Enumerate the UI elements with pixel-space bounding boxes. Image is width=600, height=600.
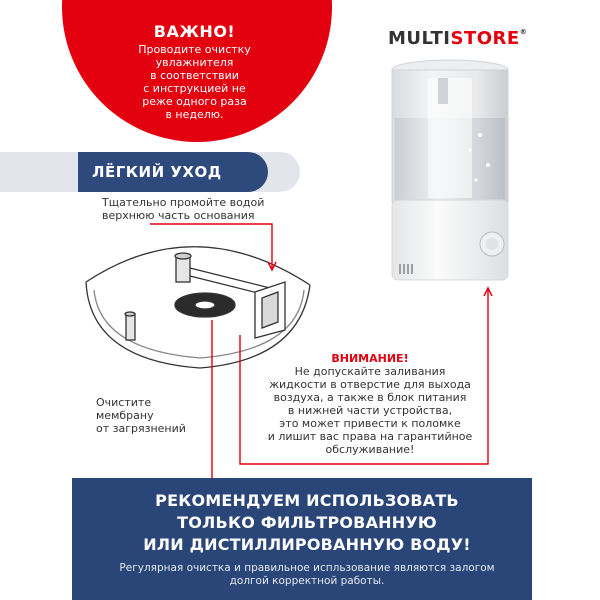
notice-line: в соответствии [150, 69, 239, 82]
warning-line: жидкости в отверстие для выхода [269, 378, 471, 391]
base-diagram [86, 247, 310, 368]
warning-line: Не допускайте заливания [294, 365, 446, 378]
recommendation-line: ИЛИ ДИСТИЛЛИРОВАННУЮ ВОДУ! [143, 535, 471, 554]
caption-line: мембрану [96, 409, 154, 422]
recommendation-note [92, 562, 522, 588]
notice-title: ВАЖНО! [153, 22, 236, 41]
warning-line: в нижней части устройства, [287, 404, 453, 417]
caption-line: Тщательно промойте водой [102, 196, 265, 209]
recommendation-heading [92, 490, 522, 556]
notice-line: реже одного раза [142, 95, 247, 108]
warning-line: и лишит вас права на гарантийное [267, 430, 473, 443]
warning-line: это может привести к поломке [279, 417, 461, 430]
membrane-caption [96, 396, 186, 435]
recommendation-panel [72, 478, 532, 600]
note-line: Регулярная очистка и правильное испльзование являются залогом [119, 562, 495, 574]
logo-part-multi: MULTI [388, 28, 451, 49]
caption-line: от загрязнений [96, 422, 186, 435]
humidifier-image [392, 60, 508, 280]
warning-line: воздуха, а также в блок питания [273, 391, 467, 404]
warning-note [255, 352, 485, 456]
logo-registered-mark: ® [519, 28, 528, 36]
recommendation-line: РЕКОМЕНДУЕМ ИСПОЛЬЗОВАТЬ [155, 491, 459, 510]
caption-line: Очистите [96, 396, 152, 409]
note-line: долгой корректной работы. [229, 575, 385, 587]
rinse-caption [102, 196, 264, 222]
warning-title: ВНИМАНИЕ! [331, 352, 409, 365]
notice-line: Проводите очистку [138, 43, 251, 56]
recommendation-line: ТОЛЬКО ФИЛЬТРОВАННУЮ [177, 513, 437, 532]
notice-line: с инструкцией не [143, 82, 246, 95]
notice-line: в неделю. [165, 108, 224, 121]
section-title: ЛЁГКИЙ УХОД [92, 163, 222, 181]
logo-part-store: STORE [450, 28, 520, 49]
warning-line: обслуживание! [325, 443, 415, 456]
notice-line: увлажнителя [155, 56, 234, 69]
caption-line: верхнюю часть основания [102, 209, 255, 222]
